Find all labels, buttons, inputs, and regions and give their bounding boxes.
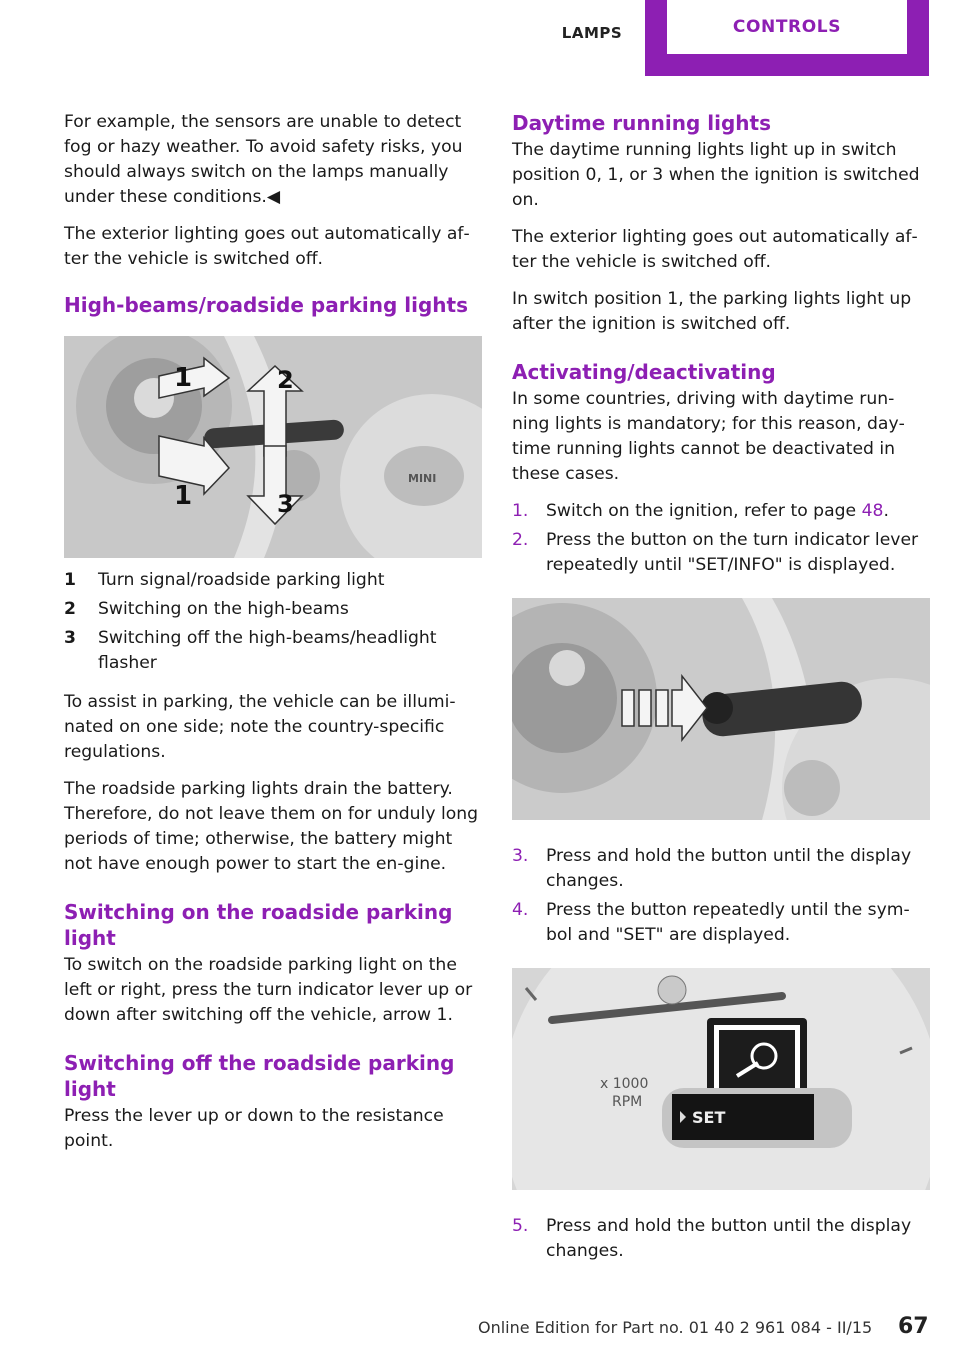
- header-chapter-tab: [645, 0, 929, 76]
- heading-switching-off: Switching off the roadside parking light: [64, 1051, 455, 1101]
- paragraph-battery-drain: The roadside parking lights drain the battery. Therefore, do not leave them on for unduly long periods of time; otherwise, the battery might not have enough power to start the en‐gine.: [64, 779, 479, 874]
- step-text: Press and hold the button until the display changes.: [546, 846, 912, 891]
- step-text: Press the button on the turn indicator lever repeatedly until "SET/INFO" is displayed.: [546, 530, 919, 575]
- steps-list-c: [512, 1214, 930, 1264]
- display-set-text: SET: [692, 1108, 726, 1127]
- legend-number: 1: [64, 570, 76, 590]
- paragraph-switching-off: Press the lever up or down to the resistance point.: [64, 1106, 444, 1151]
- paragraph-drl-intro: The daytime running lights light up in switch position 0, 1, or 3 when the ignition is switched on.: [512, 140, 920, 210]
- steps-list-a: [512, 499, 930, 578]
- list-item: [512, 844, 930, 894]
- figure-arrow-label-1-top: 1: [174, 363, 193, 393]
- figure-instrument-display: [512, 968, 930, 1190]
- paragraph-switching-on: To switch on the roadside parking light on the left or right, press the turn indicator lever up or down after switching off the vehicle, arrow 1.: [64, 955, 473, 1025]
- gauge-rpm-label: x 1000 RPM: [600, 1076, 649, 1110]
- paragraph-drl-parking: In switch position 1, the parking lights light up after the ignition is switched off.: [512, 289, 912, 334]
- heading-high-beams: High-beams/roadside parking lights: [64, 293, 468, 317]
- paragraph-drl-exterior: The exterior lighting goes out automatically af‐ter the vehicle is switched off.: [512, 227, 918, 272]
- paragraph-mandatory: In some countries, driving with daytime run‐ning lights is mandatory; for this reason, day‐time running lights cannot be deactivated in these cases.: [512, 389, 905, 484]
- legend-number: 3: [64, 628, 76, 648]
- paragraph-exterior-lighting: The exterior lighting goes out automatically af‐ter the vehicle is switched off.: [64, 224, 470, 269]
- figure-arrow-label-3: 3: [277, 490, 294, 518]
- paragraph-parking-assist: To assist in parking, the vehicle can be illumi‐nated on one side; note the country-specific regulations.: [64, 692, 456, 762]
- page-number: 67: [898, 1314, 929, 1339]
- legend-item: [64, 626, 482, 676]
- heading-activating-deactivating: Activating/deactivating: [512, 360, 776, 384]
- paragraph-fog-warning: For example, the sensors are unable to detect fog or hazy weather. To avoid safety risks, you should always switch on the lamps manually under these conditions.◀: [64, 112, 463, 207]
- heading-switching-on: Switching on the roadside parking light: [64, 900, 453, 950]
- footer-edition: Online Edition for Part no. 01 40 2 961 084 - II/15: [478, 1318, 873, 1337]
- step-number: 5.: [512, 1216, 529, 1236]
- list-item: [512, 1214, 930, 1264]
- legend-number: 2: [64, 599, 76, 619]
- list-item: [512, 898, 930, 948]
- right-column: [512, 110, 930, 1280]
- list-item: [512, 528, 930, 578]
- step-text: Switch on the ignition, refer to page 48.: [546, 501, 889, 521]
- step-number: 1.: [512, 501, 529, 521]
- step-number: 3.: [512, 846, 529, 866]
- legend-text: Switching off the high-beams/headlight flasher: [98, 628, 437, 673]
- step-number: 4.: [512, 900, 529, 920]
- header-chapter-label: CONTROLS: [732, 17, 842, 37]
- figure-legend: [64, 568, 482, 676]
- legend-text: Turn signal/roadside parking light: [98, 570, 385, 590]
- figure-lever-button: [512, 598, 930, 820]
- steps-list-b: [512, 844, 930, 948]
- figure-arrow-label-1-bottom: 1: [174, 481, 193, 511]
- figure-turn-indicator-lever: [64, 336, 482, 558]
- header-section-label: LAMPS: [561, 24, 623, 42]
- legend-text: Switching on the high-beams: [98, 599, 349, 619]
- figure-arrow-label-2: 2: [277, 366, 294, 394]
- step-number: 2.: [512, 530, 529, 550]
- step-text: Press and hold the button until the display changes.: [546, 1216, 912, 1261]
- legend-item: [64, 597, 482, 622]
- figure-mini-logo: MINI: [408, 472, 437, 485]
- left-column: [64, 110, 482, 1166]
- heading-daytime-running-lights: Daytime running lights: [512, 111, 771, 135]
- step-text: Press the button repeatedly until the sym‐bol and "SET" are displayed.: [546, 900, 910, 945]
- page-link[interactable]: 48: [861, 501, 884, 521]
- list-item: [512, 499, 930, 524]
- legend-item: [64, 568, 482, 593]
